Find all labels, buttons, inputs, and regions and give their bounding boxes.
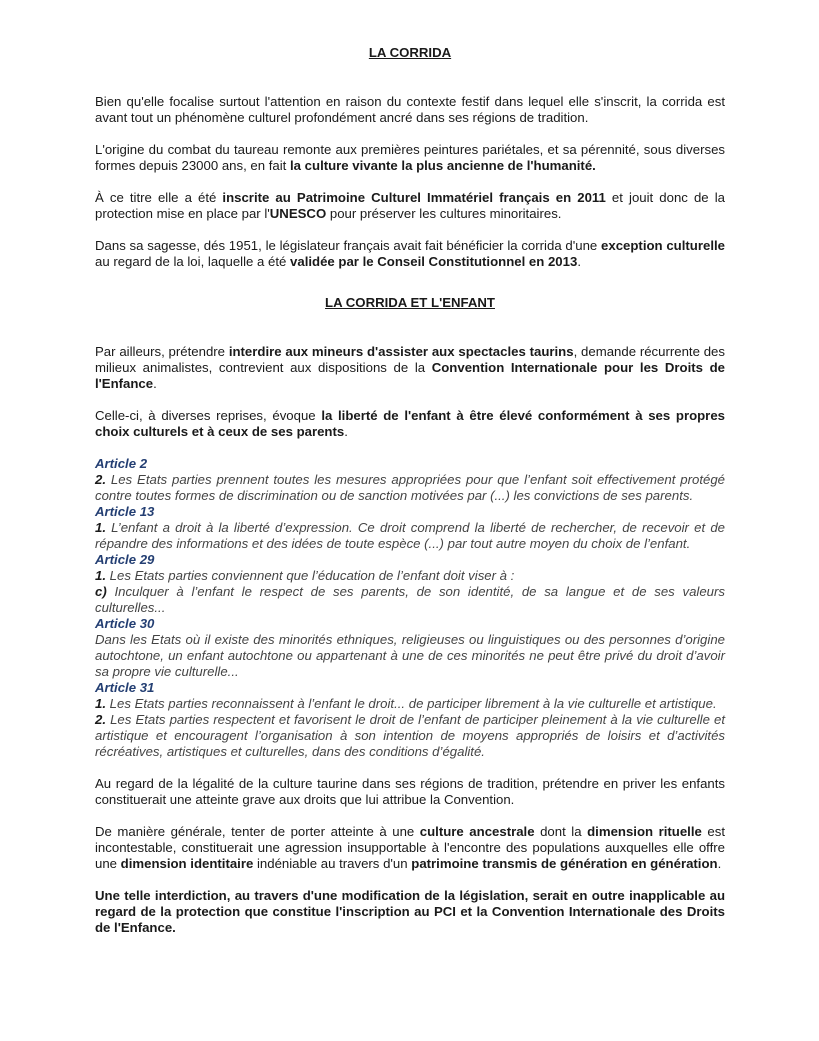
- bold-run: 1.: [95, 520, 106, 535]
- section-corrida: [95, 94, 725, 270]
- bold-run: inscrite au Patrimoine Culturel Immatériel français en 2011: [222, 190, 606, 205]
- article-title: Article 29: [95, 552, 155, 567]
- text-run: Les Etats parties reconnaissent à l’enfant le droit... de participer librement à la vie culturelle et artistique.: [106, 696, 717, 711]
- text-run: Dans les Etats où il existe des minorités ethniques, religieuses ou linguistiques ou des personnes d’origine autochtone, un enfant autochtone ou appartenant à une de ces minorités ne peut être privé du droit d’avoir sa propre vie culturelle...: [95, 632, 725, 679]
- text-run: au regard de la loi, laquelle a été: [95, 254, 291, 269]
- article-title: Article 13: [95, 504, 155, 519]
- paragraph: [95, 408, 725, 440]
- text-run: .: [717, 856, 722, 871]
- text-run: À ce titre elle a été: [95, 190, 223, 205]
- bold-run: 1.: [95, 696, 106, 711]
- bold-run: 1.: [95, 568, 106, 583]
- text-run: Au regard de la légalité de la culture taurine dans ses régions de tradition, prétendre en priver les enfants constituerait une atteinte grave aux droits que lui attribue la Convention.: [95, 776, 725, 807]
- bold-run: dimension rituelle: [587, 824, 702, 839]
- text-run: Par ailleurs, prétendre: [95, 344, 229, 359]
- bold-run: Une telle interdiction, au travers d'une modification de la législation, serait en outre inapplicable au regard de la protection que constitue l'inscription au PCI et la Convention Internationale des Droits de l'Enfance.: [95, 888, 725, 935]
- text-run: L’enfant a droit à la liberté d’expression. Ce droit comprend la liberté de rechercher, de recevoir et de répandre des informations et des idées de toute espèce (...) par tout autre moyen du choix de l’enfant.: [95, 520, 725, 551]
- articles-list: [95, 456, 725, 760]
- bold-run: Convention Internationale pour les Droits de l'Enfance: [95, 360, 726, 391]
- text-run: L'origine du combat du taureau remonte aux premières peintures pariétales, et sa pérennité, sous diverses formes depuis 23000 ans, en fait: [95, 142, 725, 173]
- paragraph: [95, 190, 725, 222]
- text-run: dont la: [534, 824, 588, 839]
- paragraph: [95, 344, 725, 392]
- bold-run: patrimoine transmis de génération en génération: [411, 856, 718, 871]
- bold-run: culture ancestrale: [419, 824, 535, 839]
- text-run: , demande récurrente des milieux animalistes, contrevient aux dispositions de la: [95, 344, 725, 375]
- section-enfant-intro: [95, 344, 725, 440]
- text-run: Bien qu'elle focalise surtout l'attention en raison du contexte festif dans lequel elle s'inscrit, la corrida est avant tout un phénomène culturel profondément ancré dans ses régions de tradition.: [95, 94, 725, 125]
- bold-run: 2.: [95, 712, 106, 727]
- text-run: indéniable au travers d'un: [253, 856, 412, 871]
- article-text: [95, 632, 725, 680]
- text-run: De manière générale, tenter de porter atteinte à une: [95, 824, 420, 839]
- bold-run: la culture vivante la plus ancienne de l'humanité.: [290, 158, 596, 173]
- section-enfant-conclusion: [95, 776, 725, 936]
- paragraph: [95, 776, 725, 808]
- text-run: Les Etats parties prennent toutes les mesures appropriées pour que l’enfant soit effectivement protégé contre toutes formes de discrimination ou de sanction motivées par (...) les convictions de ses parents.: [95, 472, 725, 503]
- paragraph: [95, 238, 725, 270]
- bold-run: UNESCO: [269, 206, 327, 221]
- text-run: et jouit donc de la protection mise en place par l': [95, 190, 725, 221]
- bold-run: la liberté de l'enfant à être élevé conformément à ses propres choix culturels et à ceux de ses parents: [95, 408, 725, 439]
- text-run: Dans sa sagesse, dés 1951, le législateur français avait fait bénéficier la corrida d'une: [95, 238, 602, 253]
- article-text: [95, 584, 725, 616]
- text-run: Inculquer à l’enfant le respect de ses parents, de son identité, de sa langue et de ses valeurs culturelles...: [95, 584, 725, 615]
- article-text: [95, 568, 725, 584]
- paragraph: [95, 94, 725, 126]
- bold-run: dimension identitaire: [120, 856, 254, 871]
- paragraph: [95, 142, 725, 174]
- article-title: Article 31: [95, 680, 155, 695]
- article-text: [95, 696, 725, 712]
- text-run: pour préserver les cultures minoritaires.: [326, 206, 562, 221]
- bold-run: c): [95, 584, 107, 599]
- page-title: LA CORRIDA: [368, 45, 452, 60]
- article-title: Article 2: [95, 456, 148, 471]
- text-run: est incontestable, constituerait une agression insupportable à l'encontre des populations auxquelles elle offre une: [95, 824, 725, 871]
- article-text: [95, 520, 725, 552]
- bold-run: exception culturelle: [601, 238, 725, 253]
- paragraph: [95, 888, 725, 936]
- section-title-enfant: LA CORRIDA ET L'ENFANT: [325, 295, 495, 310]
- text-run: .: [153, 376, 157, 391]
- article-text: [95, 712, 725, 760]
- paragraph: [95, 824, 725, 872]
- bold-run: 2.: [95, 472, 106, 487]
- bold-run: validée par le Conseil Constitutionnel en 2013: [290, 254, 578, 269]
- article-text: [95, 472, 725, 504]
- article-title: Article 30: [95, 616, 155, 631]
- bold-run: interdire aux mineurs d'assister aux spectacles taurins: [228, 344, 574, 359]
- text-run: .: [344, 424, 348, 439]
- text-run: Celle-ci, à diverses reprises, évoque: [95, 408, 322, 423]
- text-run: Les Etats parties conviennent que l’éducation de l’enfant doit viser à :: [106, 568, 515, 583]
- text-run: Les Etats parties respectent et favorisent le droit de l’enfant de participer pleinement à la vie culturelle et artistique et encouragent l’organisation à son intention de moyens appropriés de loisirs et d’activités récréatives, artistiques et culturelles, dans des conditions d’égalité.: [95, 712, 725, 759]
- text-run: .: [577, 254, 581, 269]
